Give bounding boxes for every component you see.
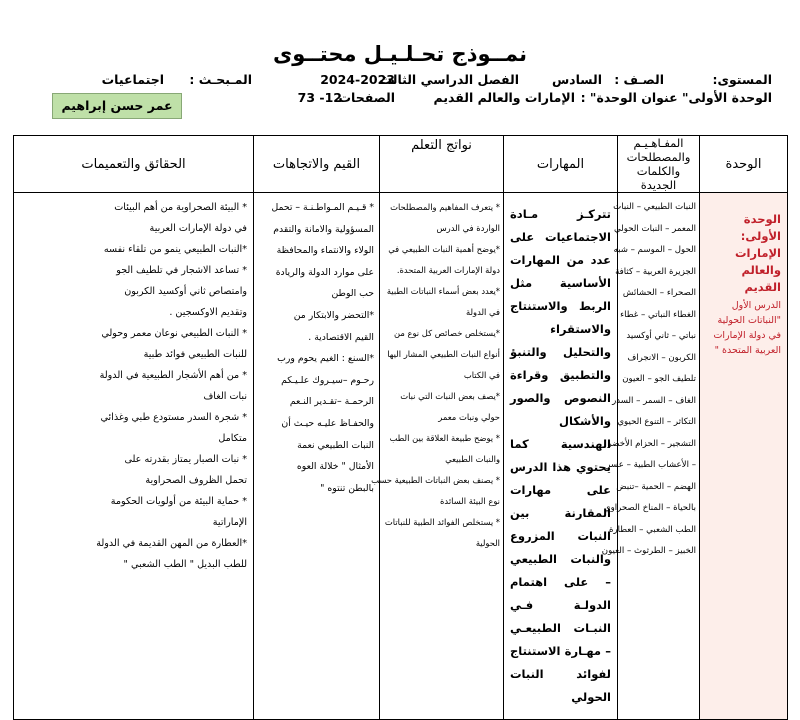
outcome-line: *يعدد بعض أسماء النباتات الطبية [386,286,500,296]
grade-value: السادس [551,72,602,87]
header-values: القيم والاتجاهات [254,136,380,193]
concepts-cell [601,193,700,720]
concept-line: الطب الشعبي – العطارة [608,524,696,535]
concept-line: تلطيف الجو – العيون [622,374,696,384]
year-value: 2024-2023 [320,72,395,87]
value-line: الأمثال " خلالة العوه [296,461,374,473]
skills-text: تتركـز مـادة الاجتماعيات على عدد من المهارات الأساسية مثل الربط والاستنتاج والاستقراء والتحليل والتنبؤ والتطبيق وقراءة النصوص والصور والأشكال الهندسية كما يحتوي هذا الدرس على مهارات المقارنة بين النبات المزروع والنبات الطبيعي – على اهتمام الدولـة فـي النبـات الطبيعـي – مهـارة الاستنتاج لفوائد النبات الحولي [510,207,611,704]
pages-label: الصفحات [338,90,395,105]
outcome-line: دولة الإمارات العربية المتحدة. [396,265,500,275]
concept-line: التكاثر – التنوع الحيوي [617,417,696,427]
fact-line: الإماراتية [212,517,247,528]
unit-line-label: الوحدة الأولى" عنوان الوحدة" : [580,90,772,105]
header-concepts: المفـاهـيـم والمصطلحات والكلمات الجديدة [618,136,700,193]
value-line: * قـيـم المـواطـنـة – تحمل [271,202,374,213]
concept-line: الخبيز – الطرثوث – العيون [601,546,696,556]
subject-label: المـبحـث : [189,72,252,87]
outcome-line: والنبات الطبيعي [445,454,500,464]
fact-line: تحمل الظروف الصحراوية [145,475,247,486]
outcome-line: الواردة في الدرس [436,223,500,233]
unit-name: الإمارات والعالم القديم [433,90,575,105]
outcomes-cell [371,193,504,720]
outcome-line: أنواع النبات الطبيعي المشار اليها [387,349,500,359]
level-label: المستوى: [712,72,772,87]
header-skills: المهارات [504,136,618,193]
concept-line: الغطاء النباتي – غطاء [620,309,696,320]
fact-line: نبات الغاف [203,391,247,402]
grade-label: الصـف : [614,72,664,87]
concept-line: الصحراء – الحشائش [622,288,696,298]
fact-line: * النبات الطبيعي نوعان معمر وحولي [101,328,247,339]
values-cell [254,193,380,720]
fact-line: في دولة الإمارات العربية [149,223,247,234]
concept-line: الجزيرة العربية – كثافة [615,266,696,277]
value-line: النبات الطبيعي نعمة [297,439,374,451]
concept-line: الحول – الموسم – شبه [613,245,696,255]
outcome-line: في الدولة [465,307,500,317]
pages-value: 73 -12 [297,90,342,105]
facts-cell [14,193,254,720]
outcome-line: حولي ونبات معمر [438,412,500,422]
value-line: *السنع : الغيم يحوم ورب [277,353,374,365]
concept-line: الكربون – الانجراف [627,352,696,363]
fact-line: للطب البديل " الطب الشعبي " [123,559,247,570]
teacher-name-badge: عمر حسن إبراهيم [52,93,182,119]
outcome-line: الحولية [475,538,500,548]
fact-line: * البيئة الصحراوية من أهم البيئات [114,202,247,213]
fact-line: * تساعد الاشجار في تلطيف الجو [116,265,247,276]
value-line: على موارد الدولة والريادة [275,266,374,278]
fact-line: * شجرة السدر مستودع طبي وغذائي [100,412,247,423]
fact-line: للنبات الطبيعي فوائد طبية [143,349,247,360]
outcome-line: * يستخلص الفوائد الطبية للنباتات [384,517,500,527]
outcome-line: * يوضح طبيعة العلاقة بين الطب [389,433,500,443]
concept-line: الهضم – الحمية –تنبض [616,481,696,492]
content-analysis-table [13,135,788,720]
value-line: بالبطن تنتوه " [320,482,374,494]
table-body-row [14,193,788,720]
concept-line: نباتي – ثاني أوكسيد [626,331,696,341]
value-line: *التحضر والابتكار من [293,309,374,321]
subject-value: اجتماعيات [101,72,164,87]
value-line: رحـوم –سيـروك علـيـكم [281,374,374,386]
fact-line: وامتصاص ثاني أوكسيد الكربون [124,286,247,297]
unit-subtitle: الدرس الأول "النباتات الحولية في دولة الإمارات العربية المتحدة " [713,300,781,356]
header-outcomes: نواتج التعلم [380,136,504,193]
outcome-line: * يصنف بعض النباتات الطبيعية حسب [371,475,500,485]
value-line: الولاء والانتماء والمحافظة [276,245,374,257]
table-header-row [14,136,788,193]
fact-line: * نبات الصبار يمتاز بقدرته على [124,454,247,465]
value-line: حب الوطن [331,288,374,300]
fact-line: وتقديم الاوكسجين . [169,307,247,318]
fact-line: متكامل [218,433,247,444]
fact-line: *النبات الطبيعي ينمو من تلقاء نفسه [103,244,247,255]
concept-line: المعمر – النبات الحولي [614,223,696,234]
concept-line: التشجير – الحزام الأخضر [607,438,696,449]
header-facts: الحقائق والتعميمات [14,136,254,193]
concept-line: الغاف – السمر – السدر [612,395,696,406]
header-unit: الوحدة [700,136,788,193]
value-line: والحفـاظ عليـه حيـث أن [281,417,374,429]
fact-line: * من أهم الأشجار الطبيعية في الدولة [99,370,247,381]
outcome-line: في الكتاب [463,370,500,380]
fact-line: *العطارة من المهن القديمة في الدولة [96,538,247,549]
outcome-line: *يستخلص خصائص كل نوع من [393,328,500,338]
concept-line: النبات الطبيعي – النبات [613,202,696,212]
page-title: نمــوذج تحـلـيـل محتــوى [273,42,527,66]
skills-cell [504,193,618,720]
outcome-line: *يوضح أهمية النبات الطبيعي في [388,244,500,254]
unit-cell [700,193,788,720]
fact-line: * حماية البيئة من أولويات الحكومة [110,496,247,507]
unit-title: الوحدة الأولى: الإمارات والعالم القديم [734,212,781,294]
outcome-line: *يصف بعض النبات التي نبات [400,391,500,401]
info-row-grade [28,72,772,88]
value-line: المسؤولية والامانة والتقدم [273,223,374,235]
value-line: القيم الاقتصادية . [308,331,374,343]
outcome-line: * يتعرف المفاهيم والمصطلحات [390,202,500,212]
concept-line: بالحياة – المناخ الصحراوي [603,503,696,513]
value-line: الرحمـة –تقـدير النـعم [289,396,374,408]
concept-line: – الأعشاب الطبية – عسر [606,460,696,470]
outcome-line: نوع البيئة السائدة [440,496,500,506]
term-value: الفصل الدراسي الثالث [379,72,519,87]
